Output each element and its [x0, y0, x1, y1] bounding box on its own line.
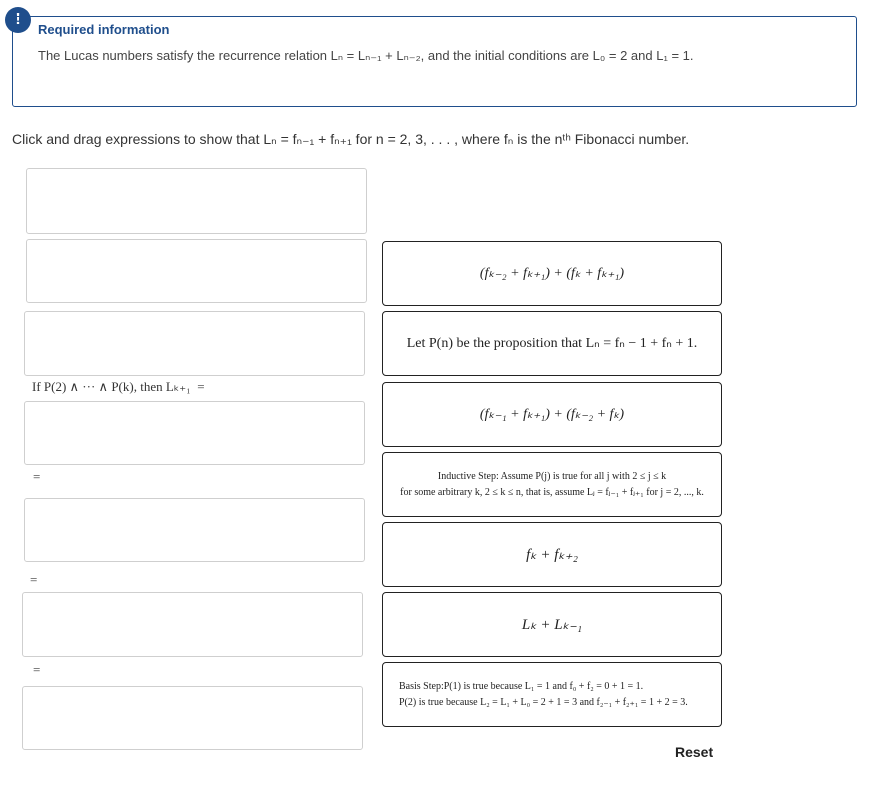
card-text: (fₖ₋₁ + fₖ₊₁) + (fₖ₋₂ + fₖ) [479, 407, 625, 422]
equals-sign-2: = [30, 572, 38, 587]
equals-sign-1: = [33, 469, 41, 484]
drop-slot-7[interactable] [22, 686, 363, 750]
draggable-basis-step-card[interactable] [382, 662, 722, 727]
alert-icon: ! [5, 7, 31, 33]
card-text-line2: P(2) is true because L₂ = L₁ + L₀ = 2 + 1 = 3 and f₂₋₁ + f₂₊₁ = 1 + 2 = 3. [399, 696, 688, 708]
drop-slot-1[interactable] [26, 168, 367, 234]
recurrence-text: The Lucas numbers satisfy the recurrence relation Lₙ = Lₙ₋₁ + Lₙ₋₂, and the initial conditions are L₀ = 2 and L₁ = 1. [38, 48, 694, 63]
card-text-line1: Basis Step:P(1) is true because L₁ = 1 and f₀ + f₂ = 0 + 1 = 1. [399, 680, 644, 692]
draggable-proposition-card[interactable] [382, 311, 722, 376]
draggable-expression-card[interactable] [382, 592, 722, 657]
card-text: Lₖ + Lₖ₋₁ [521, 617, 583, 633]
draggable-expression-card[interactable] [382, 241, 722, 306]
card-text: Let P(n) be the proposition that Lₙ = fₙ − 1 + fₙ + 1. [406, 336, 698, 351]
card-text: (fₖ₋₂ + fₖ₊₁) + (fₖ + fₖ₊₁) [479, 266, 625, 281]
drop-slot-3[interactable] [24, 311, 365, 376]
draggable-inductive-step-card[interactable] [382, 452, 722, 517]
drop-slot-4[interactable] [24, 401, 365, 465]
reset-button[interactable]: Reset [675, 744, 714, 760]
drop-slot-2[interactable] [26, 239, 367, 303]
card-text: fₖ + fₖ₊₂ [526, 547, 578, 563]
draggable-expression-card[interactable] [382, 382, 722, 447]
equals-sign-3: = [33, 662, 41, 677]
instruction-text: Click and drag expressions to show that Lₙ = fₙ₋₁ + fₙ₊₁ for n = 2, 3, . . . , where fₙ is the nᵗʰ Fibonacci number. [12, 131, 690, 147]
info-title: Required information [38, 22, 170, 37]
drop-slot-5[interactable] [24, 498, 365, 562]
drop-slot-6[interactable] [22, 592, 363, 657]
card-text-line2: for some arbitrary k, 2 ≤ k ≤ n, that is, assume Lⱼ = fⱼ₋₁ + fⱼ₊₁ for j = 2, ..., k. [400, 486, 704, 498]
inductive-step-label: If P(2) ∧ ··· ∧ P(k), then Lₖ₊₁ = [32, 379, 205, 394]
draggable-expression-card[interactable] [382, 522, 722, 587]
card-text-line1: Inductive Step: Assume P(j) is true for all j with 2 ≤ j ≤ k [437, 470, 667, 482]
